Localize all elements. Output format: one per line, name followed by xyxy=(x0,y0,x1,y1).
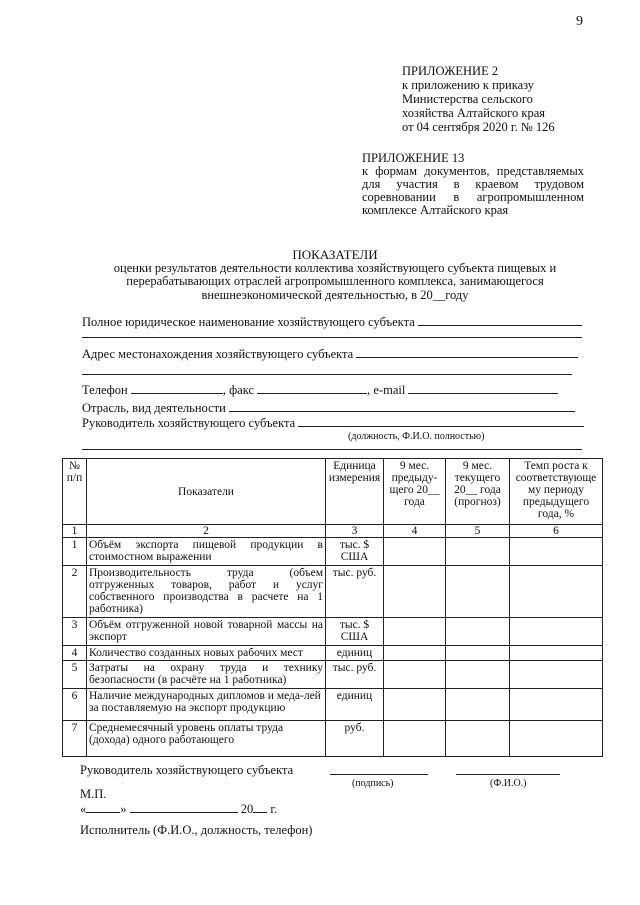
row-number: 6 xyxy=(63,689,87,721)
value-cell-current-year[interactable] xyxy=(446,721,510,757)
header-indicator: Показатели xyxy=(87,459,326,525)
row-unit: руб. xyxy=(326,721,384,757)
industry-label: Отрасль, вид деятельности xyxy=(82,401,226,415)
document-title xyxy=(100,248,570,302)
row-unit: единиц xyxy=(326,689,384,721)
head-field xyxy=(82,415,584,430)
footer-head-label: Руководитель хозяйствующего субъекта xyxy=(80,763,294,777)
value-cell-current-year[interactable] xyxy=(446,618,510,646)
appendix-2-line: хозяйства Алтайского края xyxy=(402,106,545,120)
signature-caption: (подпись) xyxy=(352,778,394,789)
email-input-line[interactable] xyxy=(408,382,558,394)
value-cell-growth[interactable] xyxy=(510,646,603,661)
appendix-2-line: Министерства сельского xyxy=(402,92,533,106)
value-cell-current-year[interactable] xyxy=(446,566,510,618)
head-input-line[interactable] xyxy=(298,415,584,427)
row-number: 5 xyxy=(63,661,87,689)
appendix-13-block xyxy=(362,152,584,217)
table-row xyxy=(63,538,603,566)
value-cell-growth[interactable] xyxy=(510,689,603,721)
value-cell-growth[interactable] xyxy=(510,538,603,566)
executor-label: Исполнитель (Ф.И.О., должность, телефон) xyxy=(80,823,313,837)
row-unit: тыс. руб. xyxy=(326,661,384,689)
row-unit: тыс. $ США xyxy=(326,538,384,566)
header-growth-rate: Темп роста к соответствующе му периоду предыдущего года, % xyxy=(510,459,603,525)
full-name-input-line[interactable] xyxy=(418,314,582,326)
column-number: 5 xyxy=(446,525,510,538)
date-close-quote: » xyxy=(120,802,127,816)
appendix-2-line: к приложению к приказу xyxy=(402,78,535,92)
phone-label: Телефон xyxy=(82,383,128,397)
row-number: 4 xyxy=(63,646,87,661)
date-field xyxy=(80,801,277,816)
appendix-13-title: ПРИЛОЖЕНИЕ 13 xyxy=(362,151,465,165)
row-unit: единиц xyxy=(326,646,384,661)
industry-input-line[interactable] xyxy=(229,400,575,412)
fax-label: , факс xyxy=(222,383,255,397)
year-suffix: г. xyxy=(270,802,278,816)
email-label: , e-mail xyxy=(367,383,406,397)
row-indicator: Затраты на охрану труда и технику безопасности (в расчёте на 1 работника) xyxy=(87,661,326,689)
value-cell-prev-year[interactable] xyxy=(384,618,446,646)
column-number: 3 xyxy=(326,525,384,538)
signature-line[interactable] xyxy=(330,774,428,775)
head-label: Руководитель хозяйствующего субъекта xyxy=(82,416,296,430)
table-row xyxy=(63,566,603,618)
phone-input-line[interactable] xyxy=(131,382,223,394)
value-cell-growth[interactable] xyxy=(510,618,603,646)
appendix-13-line: для участия в краевом трудовом xyxy=(362,177,584,191)
header-unit: Единица измерения xyxy=(326,459,384,525)
stamp-label: М.П. xyxy=(80,787,107,801)
full-name-label: Полное юридическое наименование хозяйствующего субъекта xyxy=(82,315,415,329)
appendix-13-line: комплексе Алтайского края xyxy=(362,203,509,217)
value-cell-prev-year[interactable] xyxy=(384,661,446,689)
row-number: 7 xyxy=(63,721,87,757)
full-name-field xyxy=(82,314,582,329)
value-cell-prev-year[interactable] xyxy=(384,646,446,661)
row-unit: тыс. $ США xyxy=(326,618,384,646)
row-indicator: Производительность труда (объем отгруженных товаров, работ и услуг собственного производства в расчете на 1 работника) xyxy=(87,566,326,618)
row-indicator: Объём экспорта пищевой продукции в стоимостном выражении xyxy=(87,538,326,566)
value-cell-current-year[interactable] xyxy=(446,689,510,721)
row-indicator: Объём отгруженной новой товарной массы на экспорт xyxy=(87,618,326,646)
table-row xyxy=(63,661,603,689)
value-cell-growth[interactable] xyxy=(510,566,603,618)
table-row xyxy=(63,721,603,757)
row-indicator: Количество созданных новых рабочих мест xyxy=(87,646,326,661)
table-row xyxy=(63,618,603,646)
head-input-line-2[interactable] xyxy=(82,449,582,450)
row-unit: тыс. руб. xyxy=(326,566,384,618)
day-input-line[interactable] xyxy=(86,801,120,813)
column-numbers-row xyxy=(63,525,603,538)
value-cell-prev-year[interactable] xyxy=(384,538,446,566)
date-open-quote: « xyxy=(80,802,87,816)
appendix-2-block xyxy=(402,64,622,134)
appendix-2-line: от 04 сентября 2020 г. № 126 xyxy=(402,120,555,134)
appendix-2-title: ПРИЛОЖЕНИЕ 2 xyxy=(402,64,499,78)
fax-input-line[interactable] xyxy=(257,382,367,394)
industry-field xyxy=(82,400,575,415)
row-indicator: Наличие международных дипломов и меда-лей за поставляемую на экспорт продукцию xyxy=(87,689,326,721)
address-label: Адрес местонахождения хозяйствующего субъекта xyxy=(82,347,354,361)
month-input-line[interactable] xyxy=(130,801,238,813)
row-number: 3 xyxy=(63,618,87,646)
table-header-row xyxy=(63,459,603,525)
head-caption: (должность, Ф.И.О. полностью) xyxy=(348,431,485,442)
value-cell-growth[interactable] xyxy=(510,721,603,757)
contacts-field xyxy=(82,382,558,397)
value-cell-prev-year[interactable] xyxy=(384,566,446,618)
row-indicator: Среднемесячный уровень оплаты труда (дохода) одного работающего xyxy=(87,721,326,757)
address-input-line[interactable] xyxy=(356,346,578,358)
full-name-input-line-2[interactable] xyxy=(82,337,582,338)
appendix-13-line: соревновании в агропромышленном xyxy=(362,190,584,204)
value-cell-prev-year[interactable] xyxy=(384,721,446,757)
header-number: № п/п xyxy=(63,459,87,525)
indicators-table xyxy=(62,458,603,757)
header-prev-year: 9 мес. предыду-щего 20__ года xyxy=(384,459,446,525)
fio-caption: (Ф.И.О.) xyxy=(490,778,527,789)
year-prefix: 20 xyxy=(240,802,254,816)
address-field xyxy=(82,346,578,361)
column-number: 2 xyxy=(87,525,326,538)
table-row xyxy=(63,689,603,721)
appendix-13-line: к формам документов, представляемых xyxy=(362,164,584,178)
header-current-year: 9 мес. текущего 20__ года (прогноз) xyxy=(446,459,510,525)
title-heading: ПОКАЗАТЕЛИ xyxy=(292,247,378,262)
column-number: 1 xyxy=(63,525,87,538)
year-input-line[interactable] xyxy=(253,801,267,813)
value-cell-current-year[interactable] xyxy=(446,646,510,661)
value-cell-growth[interactable] xyxy=(510,661,603,689)
column-number: 6 xyxy=(510,525,603,538)
address-input-line-2[interactable] xyxy=(82,374,572,375)
table-row xyxy=(63,646,603,661)
page-number: 9 xyxy=(576,14,583,29)
row-number: 1 xyxy=(63,538,87,566)
row-number: 2 xyxy=(63,566,87,618)
value-cell-current-year[interactable] xyxy=(446,538,510,566)
column-number: 4 xyxy=(384,525,446,538)
value-cell-prev-year[interactable] xyxy=(384,689,446,721)
fio-line[interactable] xyxy=(456,774,560,775)
title-subtitle: оценки результатов деятельности коллектива хозяйствующего субъекта пищевых и перерабатывающих отраслей агропромышленного комплекса, занимающегося внешнеэкономической деятельностью, в 20__году xyxy=(113,260,557,302)
value-cell-current-year[interactable] xyxy=(446,661,510,689)
